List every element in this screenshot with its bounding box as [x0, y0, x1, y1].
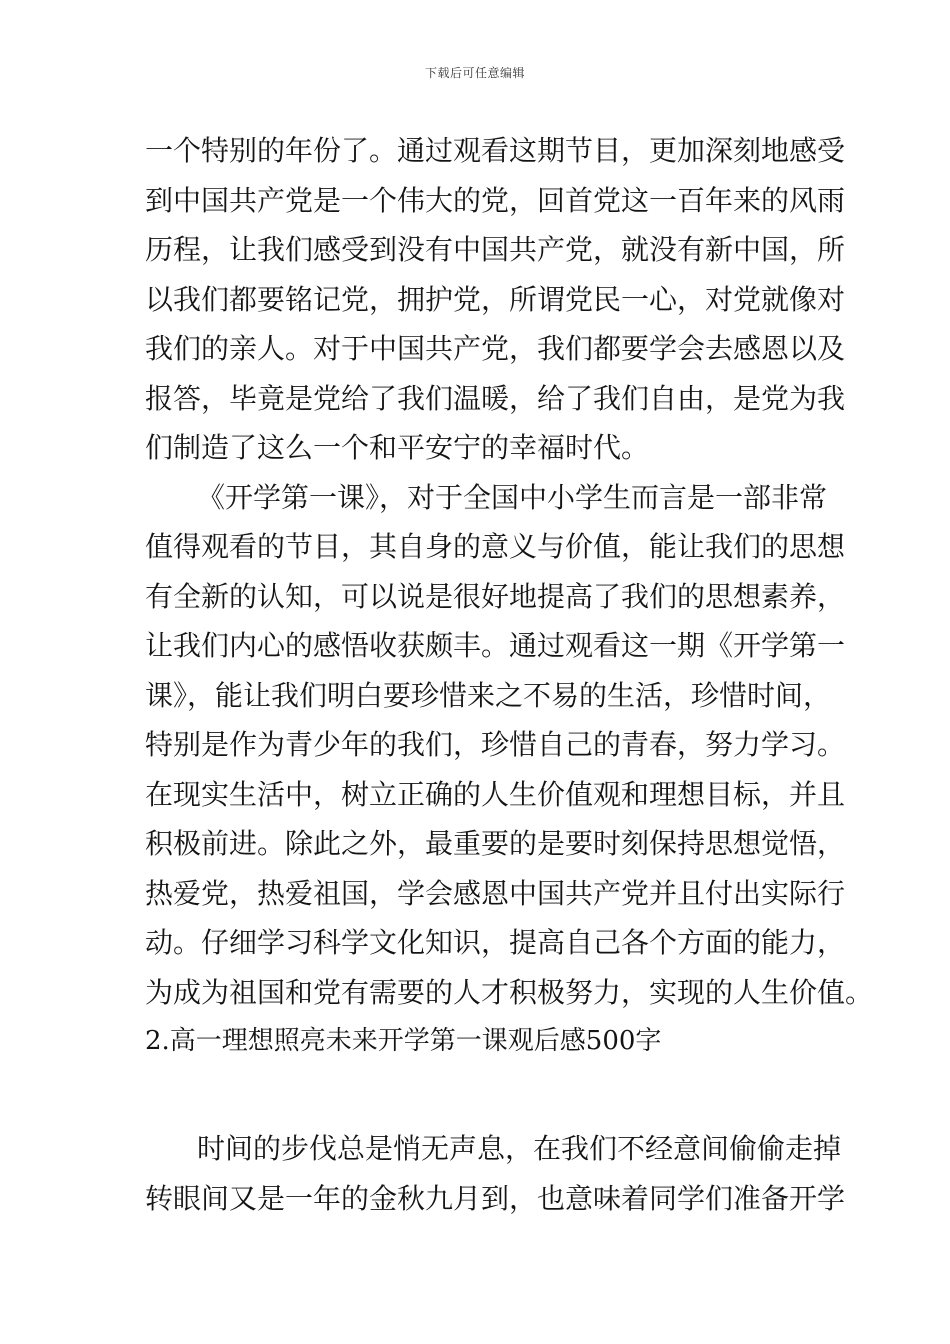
paragraph-3: [145, 1124, 846, 1223]
section-heading: 2.高一理想照亮未来开学第一课观后感500字: [145, 1026, 662, 1056]
paragraph-line: 《开学第一课》，对于全国中小学生而言是一部非常: [197, 480, 828, 514]
paragraph-line: 转眼间又是一年的金秋九月到，也意味着同学们准备开学: [145, 1181, 846, 1215]
paragraph-line: 为成为祖国和党有需要的人才积极努力，实现的人生价值。: [145, 975, 874, 1009]
paragraph-line: 值得观看的节目，其自身的意义与价值，能让我们的思想: [145, 530, 846, 563]
paragraph-line: 一个特别的年份了。通过观看这期节目，更加深刻地感受: [145, 134, 846, 167]
paragraph-line: 让我们内心的感悟收获颇丰。通过观看这一期《开学第一: [145, 629, 846, 662]
paragraph-line: 历程，让我们感受到没有中国共产党，就没有新中国，所: [145, 233, 846, 266]
paragraph-line: 有全新的认知，可以说是很好地提高了我们的思想素养，: [145, 579, 846, 613]
paragraph-line: 积极前进。除此之外，最重要的是要时刻保持思想觉悟，: [145, 827, 846, 860]
paragraph-line: 时间的步伐总是悄无声息，在我们不经意间偷偷走掉: [197, 1132, 842, 1165]
paragraph-line: 热爱党，热爱祖国，学会感恩中国共产党并且付出实际行: [145, 876, 846, 910]
paragraph-line: 特别是作为青少年的我们，珍惜自己的青春，努力学习。: [145, 728, 846, 761]
paragraph-2: [145, 473, 874, 1018]
paragraph-line: 我们的亲人。对于中国共产党，我们都要学会去感恩以及: [145, 332, 846, 365]
paragraph-line: 们制造了这么一个和平安宁的幸福时代。: [145, 431, 650, 464]
paragraph-line: 在现实生活中，树立正确的人生价值观和理想目标，并且: [145, 777, 846, 811]
document-body: [145, 126, 874, 1223]
page-header: 下载后可任意编辑: [424, 66, 525, 80]
paragraph-line: 到中国共产党是一个伟大的党，回首党这一百年来的风雨: [145, 183, 846, 217]
paragraph-1: [145, 126, 846, 473]
paragraph-line: 以我们都要铭记党，拥护党，所谓党民一心，对党就像对: [145, 282, 846, 316]
blank-line: [145, 1067, 810, 1117]
paragraph-line: 动。仔细学习科学文化知识，提高自己各个方面的能力，: [145, 926, 846, 959]
paragraph-line: 课》，能让我们明白要珍惜来之不易的生活，珍惜时间，: [145, 678, 832, 712]
paragraph-line: 报答，毕竟是党给了我们温暖，给了我们自由，是党为我: [145, 381, 846, 415]
